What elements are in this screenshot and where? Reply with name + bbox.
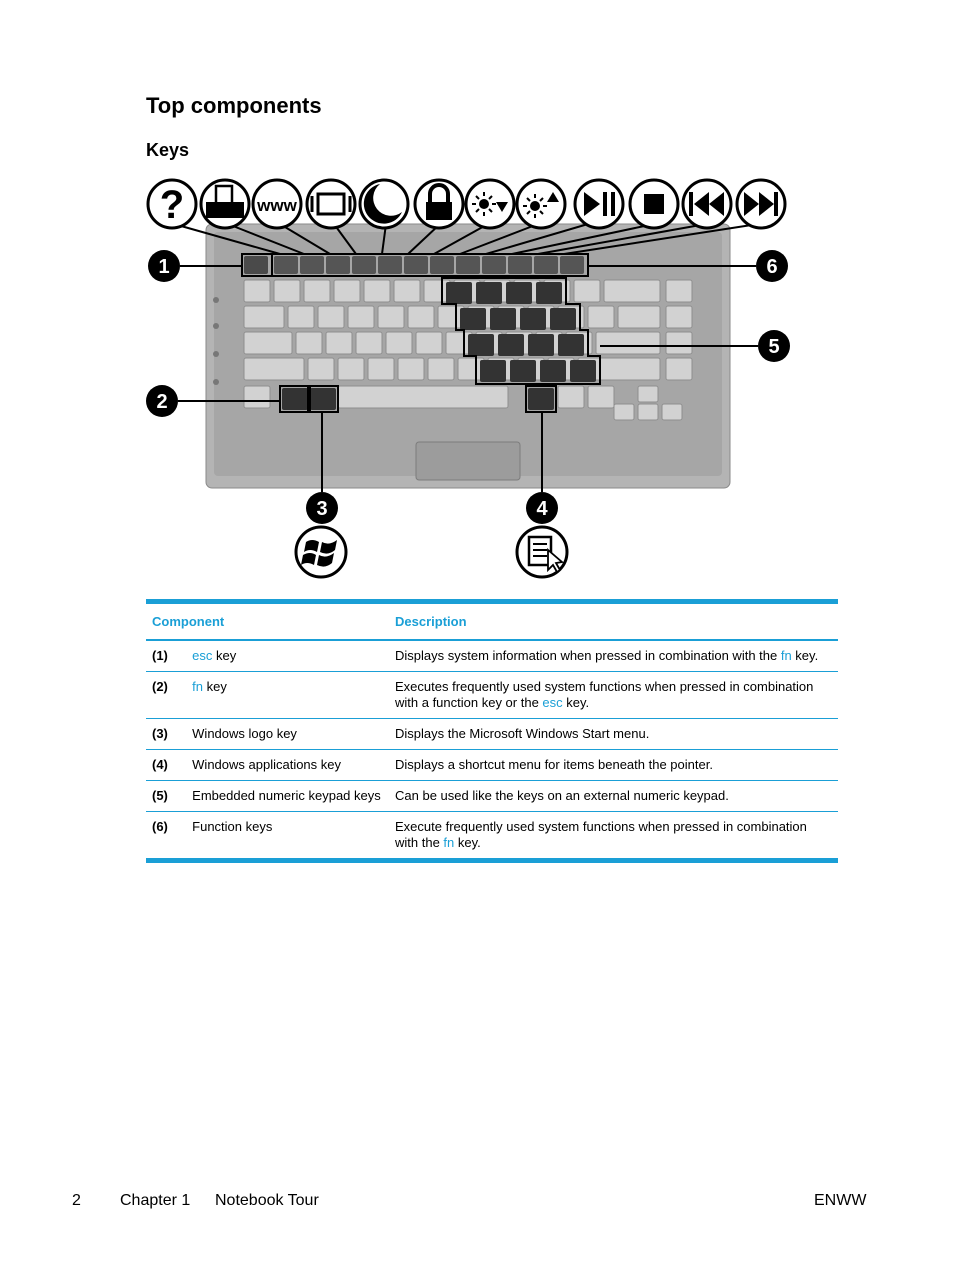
description-cell: Can be used like the keys on an external numeric keypad. [389,781,838,812]
keyboard-figure [144,174,792,580]
row-number: (2) [146,672,186,719]
display-switch-icon [307,180,355,228]
description-text: Displays system information when pressed in combination with the [395,648,781,663]
callout-6 [756,250,788,282]
fn-link[interactable]: fn [780,648,792,663]
column-header-description: Description [389,604,838,640]
callout-4 [526,492,558,524]
callout-2 [146,385,178,417]
table-row [146,750,838,781]
description-cell: Displays the Microsoft Windows Start menu. [389,719,838,750]
fn-link[interactable]: fn [443,835,455,850]
table-row [146,812,838,859]
component-cell: Embedded numeric keypad keys [186,781,389,812]
description-text: key. [562,695,590,710]
svg-text:1: 1 [158,256,170,278]
previous-track-icon [683,180,731,228]
help-icon [148,180,196,228]
svg-text:6: 6 [766,256,778,278]
esc-link[interactable]: esc [542,695,563,710]
table-row [146,719,838,750]
svg-text:2: 2 [156,391,168,413]
description-text: key. [454,835,481,850]
lock-icon [415,180,463,228]
callout-1 [148,250,180,282]
component-cell: Windows logo key [186,719,389,750]
description-cell: Displays a shortcut menu for items beneath the pointer. [389,750,838,781]
row-number: (1) [152,648,168,663]
component-cell [186,672,389,719]
play-pause-icon [575,180,623,228]
windows-logo-icon [296,527,346,577]
row-number: (5) [146,781,186,812]
row-number: (6) [146,812,186,859]
section-title: Keys [146,140,190,160]
stop-icon [630,180,678,228]
table-row [146,781,838,812]
description-text: key. [791,648,819,663]
svg-text:www: www [257,196,297,215]
component-cell: Function keys [186,812,389,859]
svg-text:?: ? [159,183,185,227]
svg-text:3: 3 [316,498,328,520]
sleep-icon [360,180,408,228]
chapter-title: Notebook Tour [215,1192,319,1209]
page-number: 2 [72,1192,81,1209]
component-cell [186,640,389,672]
table-header-row [146,604,838,640]
brightness-down-icon [466,180,514,228]
next-track-icon [737,180,785,228]
www-icon [253,180,301,228]
description-cell [389,672,838,719]
callout-3 [306,492,338,524]
component-cell: Windows applications key [186,750,389,781]
component-text: key [203,679,227,694]
components-table [146,599,838,863]
table-row [146,640,838,672]
print-icon [201,180,249,228]
fn-link[interactable]: fn [192,679,203,694]
table-row [146,672,838,719]
row-number: (4) [146,750,186,781]
brightness-up-icon [517,180,565,228]
callout-5 [758,330,790,362]
touchpad [416,442,520,480]
doc-code: ENWW [814,1192,867,1209]
component-text: key [212,648,237,663]
description-text: Executes frequently used system functions when pressed in combination with a function key or the [395,679,814,710]
description-text: Execute frequently used system functions when pressed in combination with the [395,819,807,850]
svg-text:5: 5 [768,336,780,358]
svg-text:4: 4 [536,498,548,520]
description-cell [389,640,838,672]
column-header-component: Component [146,604,389,640]
page-title: Top components [146,93,322,118]
description-cell [389,812,838,859]
row-number: (3) [146,719,186,750]
page-footer [0,1192,954,1212]
chapter-label: Chapter 1 [120,1192,191,1209]
esc-link[interactable]: esc [192,648,213,663]
applications-menu-icon [517,527,567,577]
